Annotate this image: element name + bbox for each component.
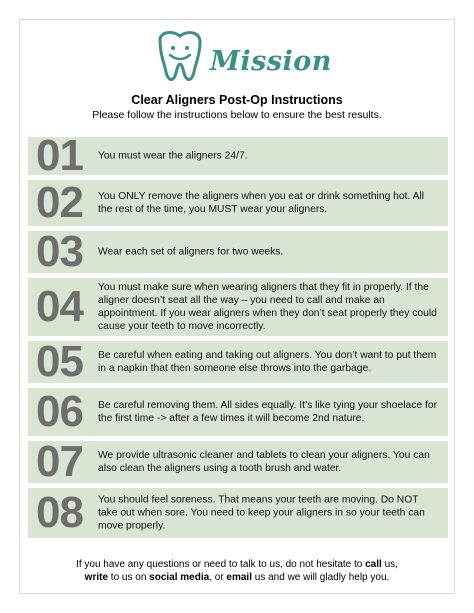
page-subtitle: Please follow the instructions below to ensure the best results. xyxy=(92,109,382,121)
step-number: 08 xyxy=(36,488,83,537)
step-text: You ONLY remove the aligners when you eat or drink something hot. All the rest of the time, you MUST wear your aligners. xyxy=(98,191,425,215)
step-06 xyxy=(28,388,448,436)
step-04 xyxy=(28,278,448,336)
step-05 xyxy=(28,337,448,386)
step-08 xyxy=(28,488,448,538)
step-02 xyxy=(28,180,448,226)
step-number: 02 xyxy=(36,178,83,227)
step-text: You should feel soreness. That means your teeth are moving. Do NOT take out when sore. You need to keep your aligners in so your teeth can move properly. xyxy=(98,494,425,532)
step-text: We provide ultrasonic cleaner and tablets to clean your aligners. You can also clean the aligners using a tooth brush and water. xyxy=(98,450,430,474)
step-text: Wear each set of aligners for two weeks. xyxy=(98,246,284,258)
step-number: 01 xyxy=(36,131,83,180)
step-03 xyxy=(28,227,448,276)
step-number: 03 xyxy=(36,227,83,276)
footer-line-1: If you have any questions or need to talk to us, do not hesitate to call us, xyxy=(76,559,398,570)
step-number: 04 xyxy=(36,282,83,331)
step-number: 05 xyxy=(36,337,83,386)
footer-line-2: write to us on social media, or email us and we will gladly help you. xyxy=(84,572,390,583)
step-text: Be careful removing them. All sides equally. It’s like tying your shoelace for the first time -> after a few times it will become 2nd nature. xyxy=(98,400,438,424)
step-01 xyxy=(28,131,448,180)
logo xyxy=(150,28,330,88)
tooth-icon xyxy=(150,28,210,88)
step-number: 07 xyxy=(36,437,83,486)
step-text: Be careful when eating and taking out aligners. You don’t want to put them in a napkin that then someone else throws into the garbage. xyxy=(98,350,437,374)
step-07 xyxy=(28,437,448,486)
page-title: Clear Aligners Post-Op Instructions xyxy=(131,93,343,107)
brand-name: Mission xyxy=(210,46,332,77)
step-text: You must wear the aligners 24/7. xyxy=(98,150,248,162)
step-number: 06 xyxy=(36,387,83,436)
footer-contact xyxy=(0,558,474,584)
step-text: You must make sure when wearing aligners that they fit in properly. If the aligner doesn’t seat all the way – you need to call and make an appointment. If you wear aligners when they don’t seat properly they could cause your teeth to move incorrectly. xyxy=(98,282,437,332)
